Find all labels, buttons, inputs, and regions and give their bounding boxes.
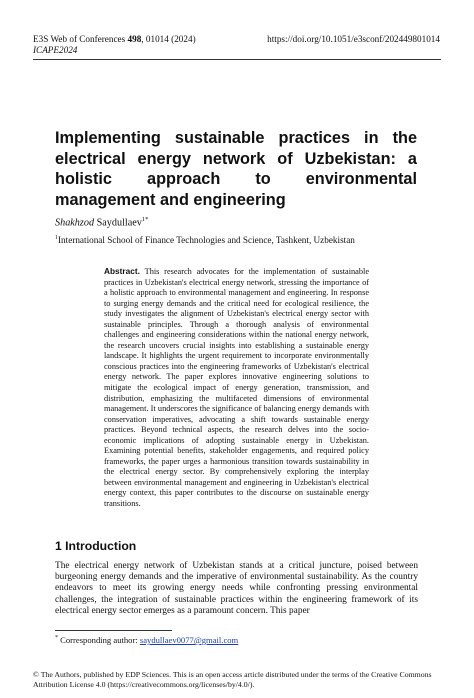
section-heading: 1 Introduction [55, 539, 137, 553]
footnote-divider [55, 630, 172, 631]
affiliation [55, 235, 355, 245]
doi-link[interactable]: https://doi.org/10.1051/e3sconf/202449801014 [267, 34, 440, 44]
abstract-text: This research advocates for the implementation of sustainable practices in Uzbekistan's electrical energy network, stressing the importance of a holistic approach to environmental management and engineering. In response to surging energy demands and the critical need for ecological resilience, the study investigates the alignment of Uzbekistan's electrical energy sector with sustainable principles. Through a thorough analysis of environmental challenges and engineering considerations within the national energy network, the research uncovers crucial insights into establishing a sustainable energy landscape. It highlights the urgent requirement to incorporate environmentally conscious practices into the engineering frameworks of Uzbekistan's electrical energy network. The paper explores innovative engineering solutions to mitigate the ecological impact of energy generation, transmission, and distribution, emphasizing the multifaceted dimensions of environmental management. It underscores the significance of balancing energy demands with conservation imperatives, advocating a shift towards sustainable energy practices. Beyond technical aspects, the research delves into the socio-economic implications of adopting sustainable energy in Uzbekistan. Examining potential benefits, stakeholder engagements, and required policy frameworks, the paper urges a harmonious transition towards sustainability in the electrical energy sector. By comprehensively exploring the interplay between environmental management and engineering in Uzbekistan's electrical energy context, this paper contributes to the discourse on sustainable energy transitions. [104, 267, 369, 509]
introduction-paragraph: The electrical energy network of Uzbekistan stands at a critical juncture, poised between burgeoning energy demands and the imperative of environmental sustainability. As the country endeavors to meet its growing energy needs while confronting pressing environmental challenges, the integration of sustainable practices within the engineering framework of its electrical energy sector emerges as a paramount concern. This paper [55, 561, 418, 616]
author-family-name: Saydullaev [94, 217, 142, 229]
author-line [55, 216, 148, 228]
paper-title: Implementing sustainable practices in the electrical energy network of Uzbekistan: a holistic approach to environmental management and engineering [55, 129, 417, 209]
footnote [55, 635, 238, 645]
journal-citation: E3S Web of Conferences 498, 01014 (2024) [33, 34, 196, 44]
author-given-name: Shakhzod [55, 217, 95, 229]
footnote-label: Corresponding author: [58, 635, 140, 645]
affiliation-text: International School of Finance Technologies and Science, Tashkent, Uzbekistan [58, 235, 355, 246]
footnote-mark: * [55, 635, 58, 642]
license-notice: © The Authors, published by EDP Sciences. This is an open access article distributed under the terms of the Creative Commons Attribution License 4.0 (https://creativecommons.org/licenses/by/4.0/). [33, 670, 432, 689]
abstract [104, 266, 369, 510]
corresponding-email-link[interactable]: saydullaev0077@gmail.com [139, 635, 239, 645]
volume-number: 498 [127, 34, 142, 44]
author-marks: 1* [141, 216, 149, 223]
abstract-label: Abstract. [104, 266, 140, 276]
header-divider [33, 59, 441, 60]
conference-name: ICAPE2024 [33, 45, 78, 55]
affiliation-mark: 1 [55, 235, 58, 241]
